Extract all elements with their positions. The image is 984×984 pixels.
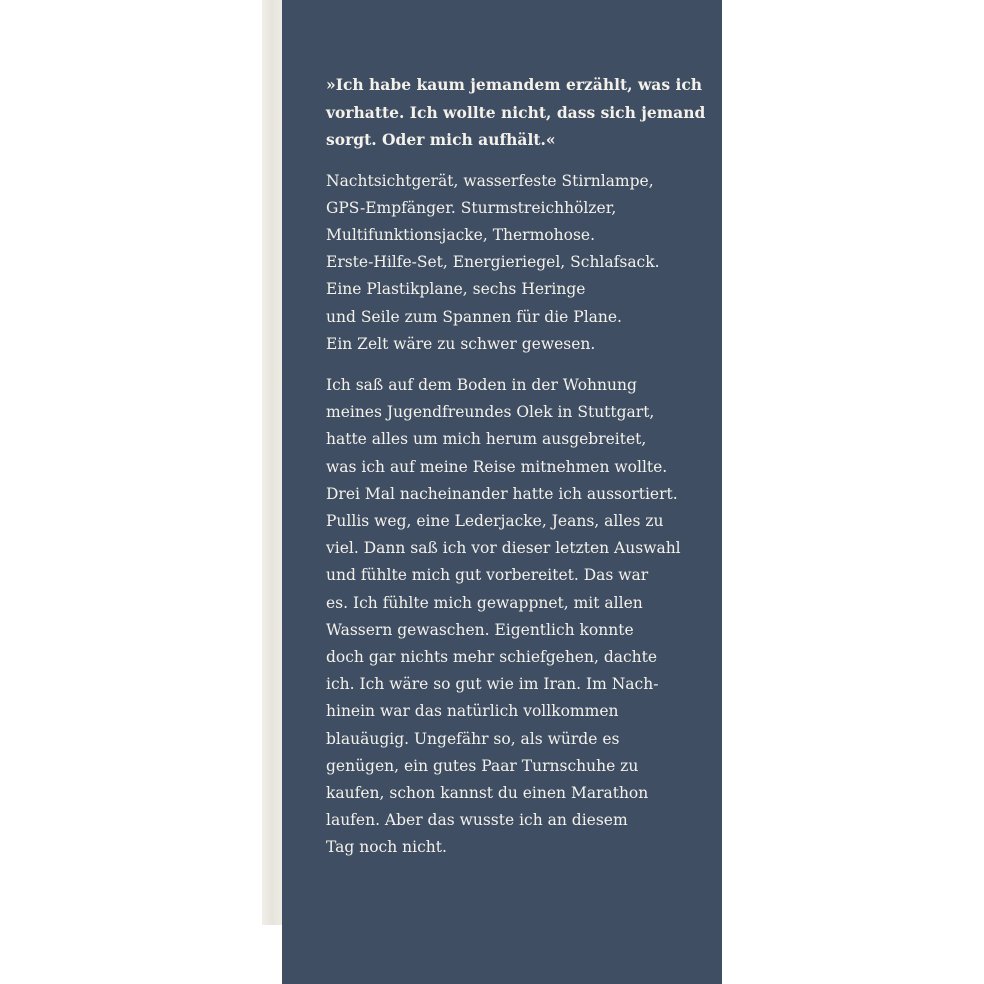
quote-line: »Ich habe kaum jemandem erzählt, was ich [326,75,703,94]
quote-line: vorhatte. Ich wollte nicht, dass sich jemand [326,102,706,122]
text-block [326,71,706,876]
text-line: Pullis weg, eine Lederjacke, Jeans, alles zu [326,511,664,530]
text-line: viel. Dann saß ich vor dieser letzten Auswahl [326,539,681,558]
text-line: was ich auf meine Reise mitnehmen wollte. [326,457,668,476]
text-line: Multifunktionsjacke, Thermohose. [326,225,595,244]
text-line: Eine Plastikplane, sechs Heringe [326,280,586,299]
text-line: laufen. Aber das wusste ich an diesem [326,811,628,830]
text-line: Drei Mal nacheinander hatte ich aussortiert. [326,484,678,503]
text-line: doch gar nichts mehr schiefgehen, dachte [326,647,658,666]
text-line: hinein war das natürlich vollkommen [326,702,619,721]
text-line: Erste-Hilfe-Set, Energieriegel, Schlafsack. [326,253,660,272]
text-line: kaufen, schon kannst du einen Marathon [326,783,649,802]
text-line: meines Jugendfreundes Olek in Stuttgart, [326,403,655,422]
text-line: Wassern gewaschen. Eigentlich konnte [326,620,634,639]
quote-line: sorgt. Oder mich aufhält.« [326,130,556,149]
text-line: Tag noch nicht. [326,838,447,857]
text-line: und Seile zum Spannen für die Plane. [326,307,622,326]
book-spine-edge [262,0,284,925]
text-line: genügen, ein gutes Paar Turnschuhe zu [326,756,639,775]
text-line: Ein Zelt wäre zu schwer gewesen. [326,334,596,353]
text-line: blauäugig. Ungefähr so, als würde es [326,729,620,748]
paragraph-narrative [326,372,706,862]
text-line: ich. Ich wäre so gut wie im Iran. Im Nach- [326,675,659,694]
pull-quote [326,71,706,154]
paragraph-equipment-list [326,168,706,358]
text-line: Ich saß auf dem Boden in der Wohnung [326,375,637,394]
text-line: hatte alles um mich herum ausgebreitet, [326,430,647,449]
text-line: und fühlte mich gut vorbereitet. Das war [326,566,649,585]
text-line: Nachtsichtgerät, wasserfeste Stirnlampe, [326,171,654,190]
text-line: GPS-Empfänger. Sturmstreichhölzer, [326,198,617,217]
text-line: es. Ich fühlte mich gewappnet, mit allen [326,593,643,612]
